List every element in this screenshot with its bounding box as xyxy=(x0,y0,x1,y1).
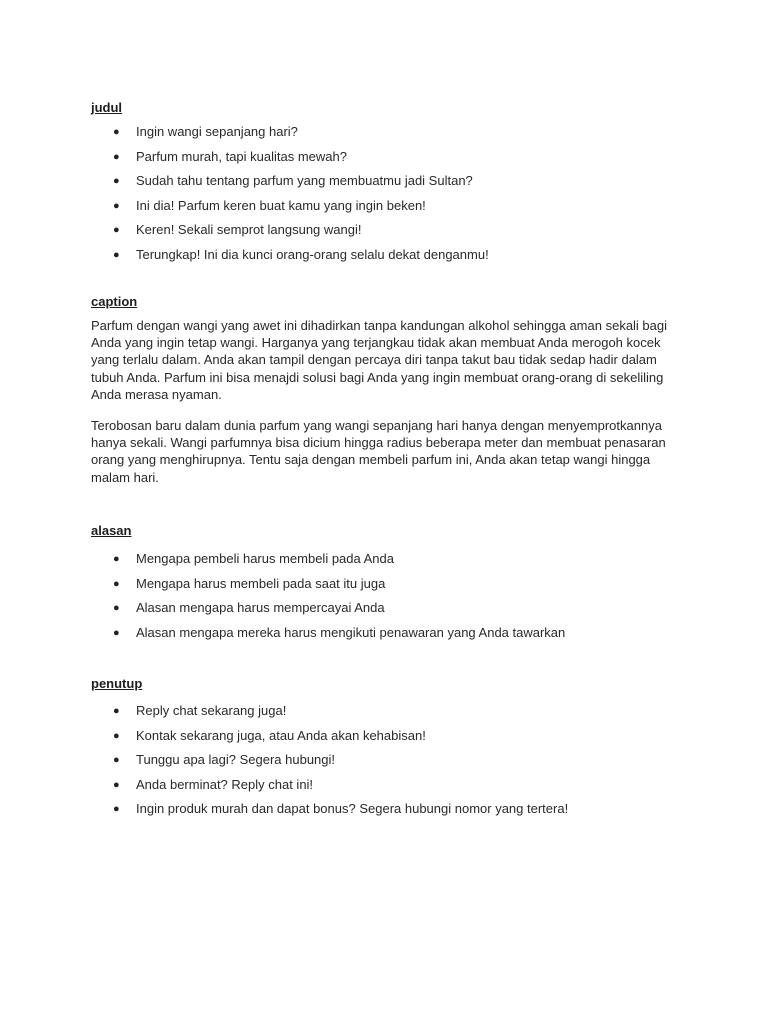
bullet-icon: ● xyxy=(113,803,120,816)
paragraph-line: orang yang menghirupnya. Tentu saja dengan membeli parfum ini, Anda akan tetap wangi hingga xyxy=(91,452,651,468)
bullet-icon: ● xyxy=(113,553,120,565)
list-item: ● Mengapa harus membeli pada saat itu juga xyxy=(113,575,386,591)
list-item: ● Kontak sekarang juga, atau Anda akan kehabisan! xyxy=(113,727,426,743)
list-item: ● Ini dia! Parfum keren buat kamu yang ingin beken! xyxy=(113,197,426,213)
bullet-icon: ● xyxy=(113,754,120,767)
list-item: ● Keren! Sekali semprot langsung wangi! xyxy=(113,222,362,238)
paragraph-line: Anda yang ingin tetap wangi. Harganya yang terjangkau tidak akan membuat Anda merogoh kocek xyxy=(91,335,661,351)
bullet-icon: ● xyxy=(113,150,120,163)
judul-heading: judul xyxy=(91,100,123,115)
paragraph-line: malam hari. xyxy=(91,469,159,485)
list-item: ● Terungkap! Ini dia kunci orang-orang selalu dekat denganmu! xyxy=(113,246,489,262)
paragraph-line: tubuh Anda. Parfum ini bisa menajdi solusi bagi Anda yang ingin membuat orang-orang di sekeliling xyxy=(91,369,664,385)
bullet-icon: ● xyxy=(113,626,120,639)
bullet-icon: ● xyxy=(113,705,120,717)
paragraph-line: Terobosan baru dalam dunia parfum yang wangi sepanjang hari hanya dengan menyemprotkannya xyxy=(91,418,662,433)
bullet-icon: ● xyxy=(113,248,120,261)
paragraph-line: Parfum dengan wangi yang awet ini dihadirkan tanpa kandungan alkohol sehingga aman sekali bagi xyxy=(91,318,668,333)
caption-heading: caption xyxy=(91,294,138,309)
paragraph-line: Anda merasa nyaman. xyxy=(91,386,222,402)
bullet-icon: ● xyxy=(113,126,120,138)
bullet-icon: ● xyxy=(113,778,120,791)
bullet-icon: ● xyxy=(113,175,120,188)
paragraph-line: yang terlalu dalam. Anda akan tampil dengan percaya diri tanpa takut bau tidak sedap hadir dalam xyxy=(91,352,657,368)
caption-paragraph-1 xyxy=(91,317,691,403)
bullet-icon: ● xyxy=(113,729,120,742)
bullet-icon: ● xyxy=(113,199,120,212)
list-item: ● Parfum murah, tapi kualitas mewah? xyxy=(113,148,347,164)
bullet-icon: ● xyxy=(113,224,120,237)
bullet-icon: ● xyxy=(113,602,120,615)
list-item: ● Anda berminat? Reply chat ini! xyxy=(113,776,314,792)
list-item: ● Sudah tahu tentang parfum yang membuatmu jadi Sultan? xyxy=(113,173,473,189)
list-item: ● Alasan mengapa mereka harus mengikuti penawaran yang Anda tawarkan xyxy=(113,624,566,640)
list-item: ● Ingin wangi sepanjang hari? xyxy=(113,124,298,139)
penutup-list xyxy=(0,703,568,826)
caption-paragraph-2 xyxy=(91,417,691,486)
alasan-list xyxy=(0,551,565,649)
paragraph-line: hanya sekali. Wangi parfumnya bisa dicium hingga radius beberapa meter dan membuat penasaran xyxy=(91,435,666,451)
list-item: ● Tunggu apa lagi? Segera hubungi! xyxy=(113,752,336,768)
judul-list xyxy=(0,124,489,272)
penutup-heading: penutup xyxy=(91,676,143,691)
list-item: ● Mengapa pembeli harus membeli pada Anda xyxy=(113,551,395,566)
alasan-heading: alasan xyxy=(91,523,132,538)
list-item: ● Ingin produk murah dan dapat bonus? Segera hubungi nomor yang tertera! xyxy=(113,801,569,817)
list-item: ● Reply chat sekarang juga! xyxy=(113,703,287,718)
list-item: ● Alasan mengapa harus mempercayai Anda xyxy=(113,600,385,616)
bullet-icon: ● xyxy=(113,577,120,590)
